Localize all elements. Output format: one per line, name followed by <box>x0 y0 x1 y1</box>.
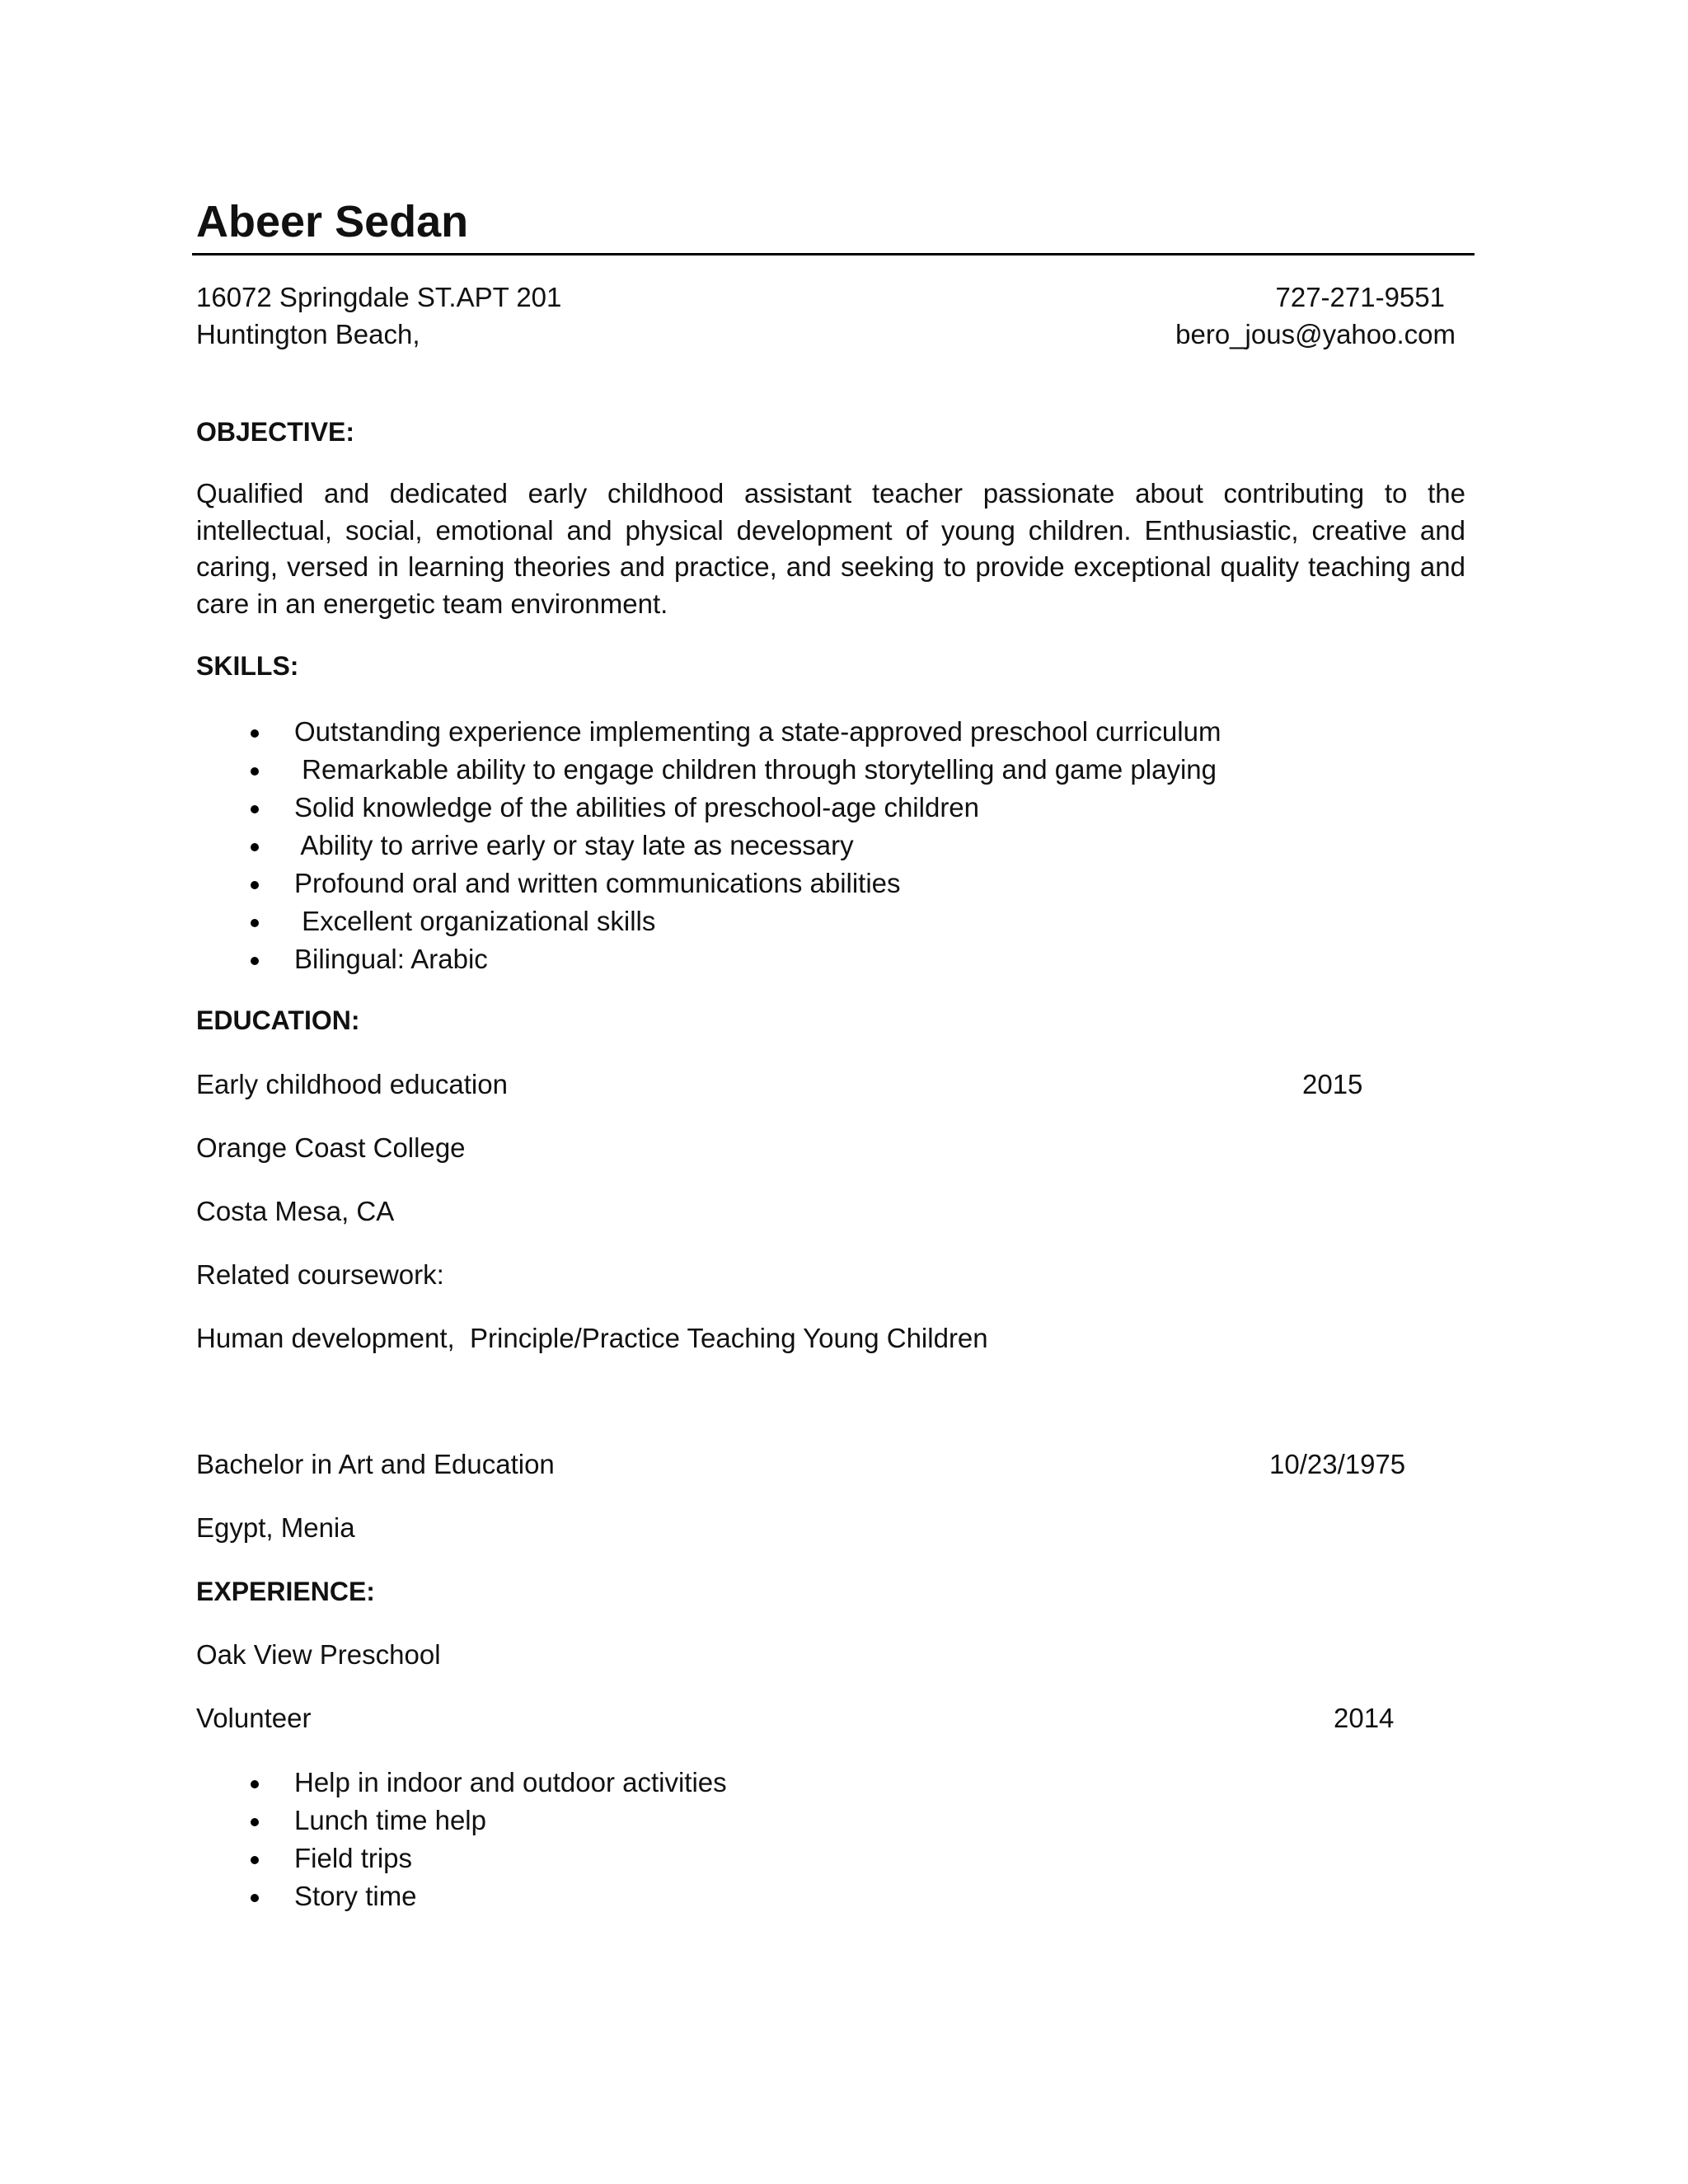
header-divider <box>192 253 1475 255</box>
bullet-icon <box>251 805 259 813</box>
duty-text: Field trips <box>294 1843 413 1873</box>
list-item <box>196 1802 727 1840</box>
skills-heading: SKILLS: <box>196 651 299 681</box>
skill-text: Profound oral and written communications abilities <box>294 868 901 898</box>
experience-role: Volunteer <box>196 1703 312 1733</box>
objective-text: Qualified and dedicated early childhood assistant teacher passionate about contributing to the intellectual, social, emotional and physical development of young children. Enthusiastic, creative and caring, versed in learning theories and practice, and seeking to provide exceptional quality teaching and care in an energetic team environment. <box>196 478 1465 619</box>
list-item <box>196 941 1221 979</box>
list-item <box>196 790 1221 827</box>
degree-location: Egypt, Menia <box>196 1512 355 1543</box>
list-item <box>196 752 1221 790</box>
bullet-icon <box>251 1856 259 1864</box>
experience-list <box>196 1765 727 1916</box>
coursework-label: Related coursework: <box>196 1259 444 1290</box>
list-item <box>196 1765 727 1802</box>
skill-text: Bilingual: Arabic <box>294 944 488 974</box>
list-item <box>196 714 1221 752</box>
list-item <box>196 1840 727 1878</box>
bullet-icon <box>251 919 259 927</box>
bullet-icon <box>251 1894 259 1902</box>
phone-number: 727-271-9551 <box>1275 282 1445 312</box>
duty-text: Help in indoor and outdoor activities <box>294 1767 727 1797</box>
bullet-icon <box>251 843 259 851</box>
skill-text: Ability to arrive early or stay late as necessary <box>294 830 854 860</box>
resume-name: Abeer Sedan <box>196 197 469 246</box>
education-school: Orange Coast College <box>196 1132 466 1163</box>
education-heading: EDUCATION: <box>196 1005 360 1035</box>
skills-list <box>196 714 1221 979</box>
bullet-icon <box>251 1818 259 1826</box>
duty-text: Lunch time help <box>294 1805 486 1835</box>
email-address: bero_jous@yahoo.com <box>1175 319 1456 349</box>
bullet-icon <box>251 729 259 738</box>
degree-title: Bachelor in Art and Education <box>196 1449 555 1479</box>
education-program: Early childhood education <box>196 1069 508 1099</box>
address-line-2: Huntington Beach, <box>196 319 420 349</box>
skill-text: Remarkable ability to engage children through storytelling and game playing <box>294 754 1217 785</box>
experience-year: 2014 <box>1334 1703 1395 1733</box>
list-item <box>196 903 1221 941</box>
list-item <box>196 1878 727 1916</box>
skill-text: Excellent organizational skills <box>294 906 656 936</box>
bullet-icon <box>251 1780 259 1788</box>
skill-text: Outstanding experience implementing a state-approved preschool curriculum <box>294 716 1221 747</box>
experience-employer: Oak View Preschool <box>196 1639 441 1670</box>
duty-text: Story time <box>294 1881 417 1911</box>
experience-heading: EXPERIENCE: <box>196 1577 375 1606</box>
education-year: 2015 <box>1302 1069 1363 1099</box>
bullet-icon <box>251 957 259 965</box>
skill-text: Solid knowledge of the abilities of preschool-age children <box>294 792 980 823</box>
list-item <box>196 865 1221 903</box>
list-item <box>196 827 1221 865</box>
coursework-list: Human development, Principle/Practice Teaching Young Children <box>196 1323 988 1353</box>
education-location: Costa Mesa, CA <box>196 1196 395 1226</box>
bullet-icon <box>251 881 259 889</box>
degree-date: 10/23/1975 <box>1269 1449 1406 1479</box>
address-line-1: 16072 Springdale ST.APT 201 <box>196 282 562 312</box>
objective-heading: OBJECTIVE: <box>196 417 355 447</box>
bullet-icon <box>251 767 259 776</box>
